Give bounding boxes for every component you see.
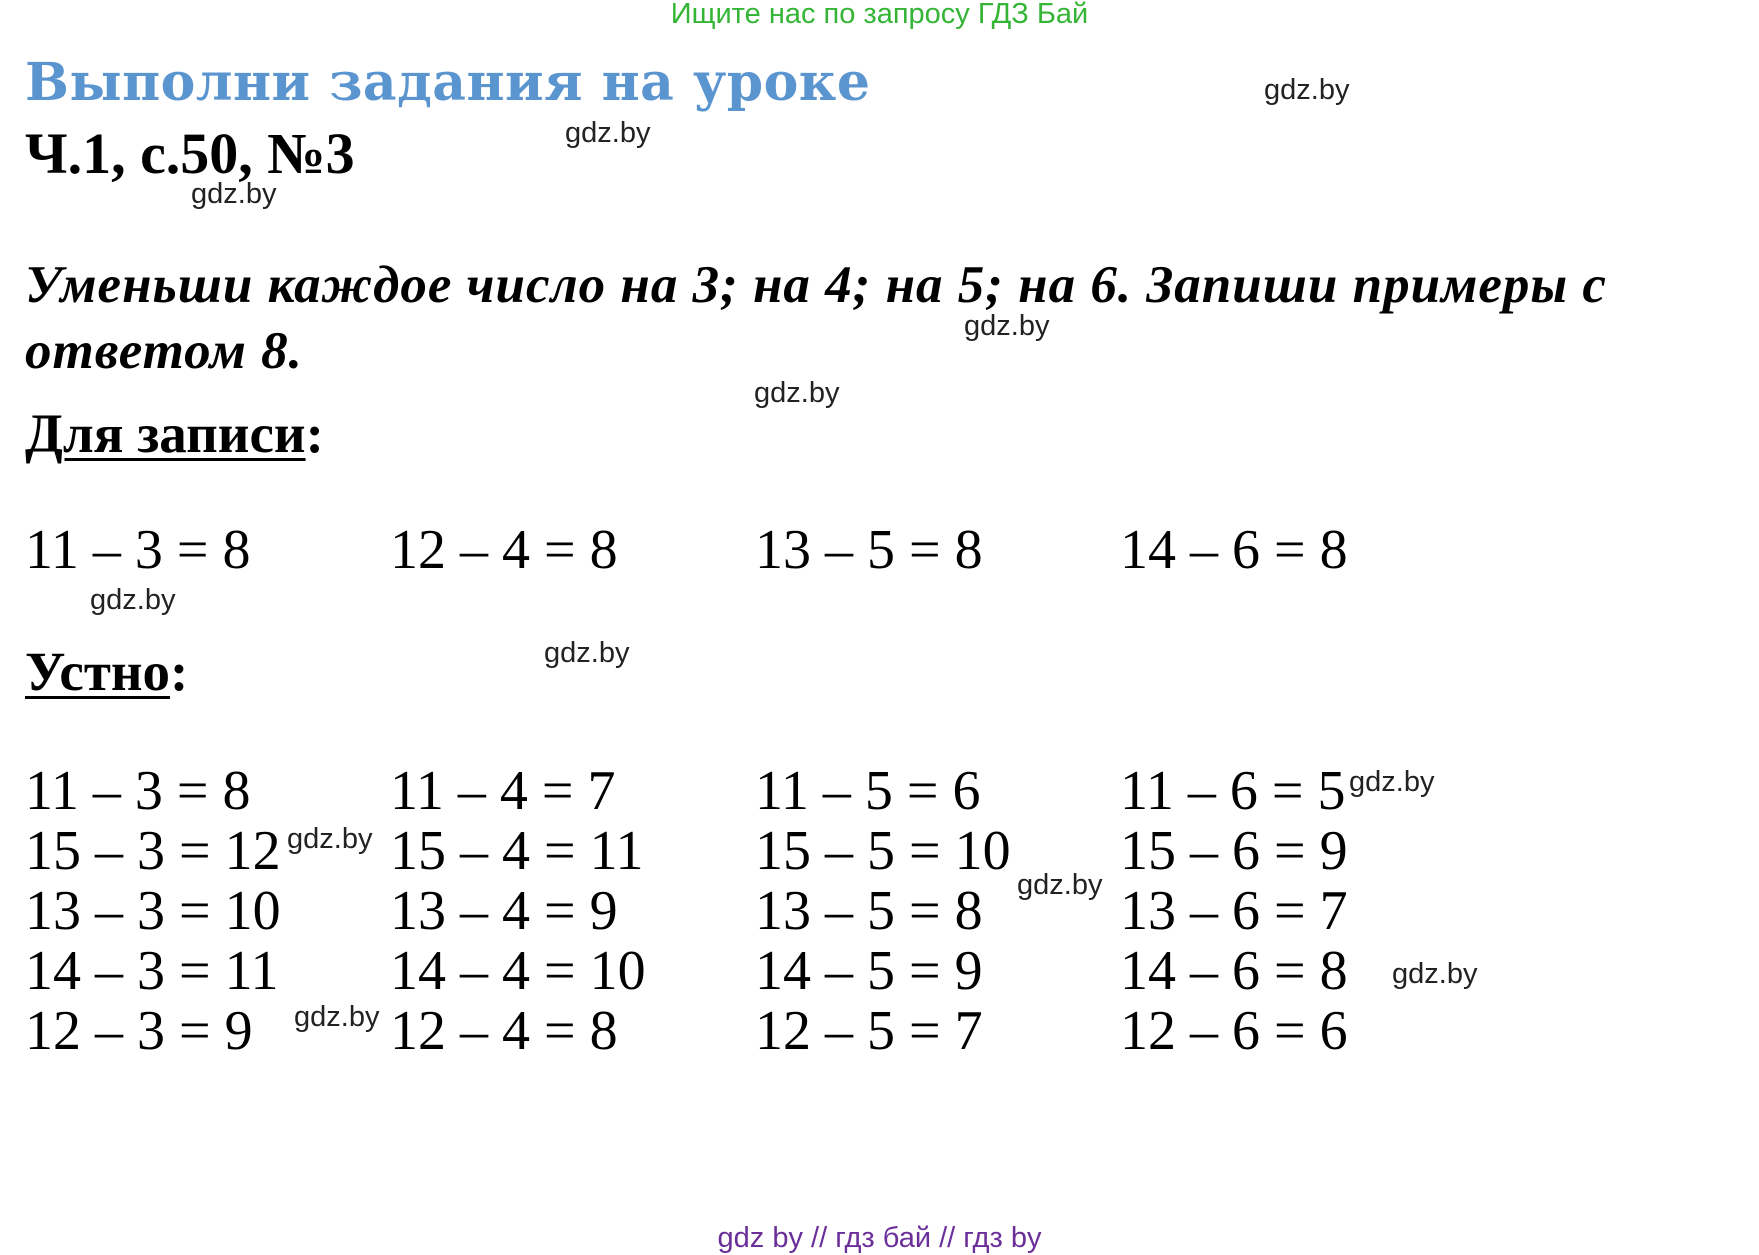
watermark: gdz.by	[90, 584, 176, 616]
oral-equation: 14 – 3 = 11	[25, 940, 279, 1002]
watermark: gdz.by	[565, 117, 651, 149]
record-section-heading	[25, 402, 324, 465]
oral-equation: 15 – 3 = 12	[25, 820, 281, 882]
oral-section-colon: :	[170, 641, 189, 702]
oral-equation: 12 – 4 = 8	[390, 1000, 618, 1062]
oral-equation: 14 – 6 = 8	[1120, 940, 1348, 1002]
page-heading: Выполни задания на уроке	[25, 52, 871, 113]
record-equation: 12 – 4 = 8	[390, 519, 618, 581]
oral-equation: 15 – 5 = 10	[755, 820, 1011, 882]
oral-equation: 12 – 6 = 6	[1120, 1000, 1348, 1062]
oral-equation: 13 – 4 = 9	[390, 880, 618, 942]
task-text: Уменьши каждое число на 3; на 4; на 5; на 6. Запиши примеры с ответом 8.	[25, 256, 1607, 380]
oral-equation: 11 – 3 = 8	[25, 760, 251, 822]
watermark: gdz.by	[1017, 869, 1103, 901]
top-banner: Ищите нас по запросу ГДЗ Бай	[670, 0, 1089, 30]
oral-equation: 12 – 5 = 7	[755, 1000, 983, 1062]
oral-equation: 15 – 4 = 11	[390, 820, 644, 882]
watermark: gdz.by	[1349, 766, 1435, 798]
watermark: gdz.by	[191, 178, 277, 210]
oral-equation: 11 – 4 = 7	[390, 760, 616, 822]
oral-equation: 13 – 6 = 7	[1120, 880, 1348, 942]
oral-equation: 13 – 5 = 8	[755, 880, 983, 942]
record-section-label: Для записи	[25, 403, 306, 464]
oral-equation: 15 – 6 = 9	[1120, 820, 1348, 882]
oral-equation: 11 – 5 = 6	[755, 760, 981, 822]
watermark: gdz.by	[287, 823, 373, 855]
oral-equation: 13 – 3 = 10	[25, 880, 281, 942]
oral-section-heading	[25, 640, 188, 703]
record-equation: 14 – 6 = 8	[1120, 519, 1348, 581]
record-equation: 11 – 3 = 8	[25, 519, 251, 581]
watermark: gdz.by	[294, 1001, 380, 1033]
oral-equation: 14 – 4 = 10	[390, 940, 646, 1002]
watermark: gdz.by	[1392, 958, 1478, 990]
watermark: gdz.by	[964, 310, 1050, 342]
watermark: gdz.by	[544, 637, 630, 669]
watermark: gdz.by	[1264, 74, 1350, 106]
oral-equation: 14 – 5 = 9	[755, 940, 983, 1002]
record-equation: 13 – 5 = 8	[755, 519, 983, 581]
oral-equation: 11 – 6 = 5	[1120, 760, 1346, 822]
watermark: gdz.by	[754, 377, 840, 409]
record-section-colon: :	[305, 403, 324, 464]
footer-links: gdz by // гдз бай // гдз by	[717, 1222, 1042, 1254]
exercise-reference: Ч.1, с.50, №3	[25, 121, 355, 186]
oral-equation: 12 – 3 = 9	[25, 1000, 253, 1062]
oral-section-label: Устно	[25, 641, 171, 702]
